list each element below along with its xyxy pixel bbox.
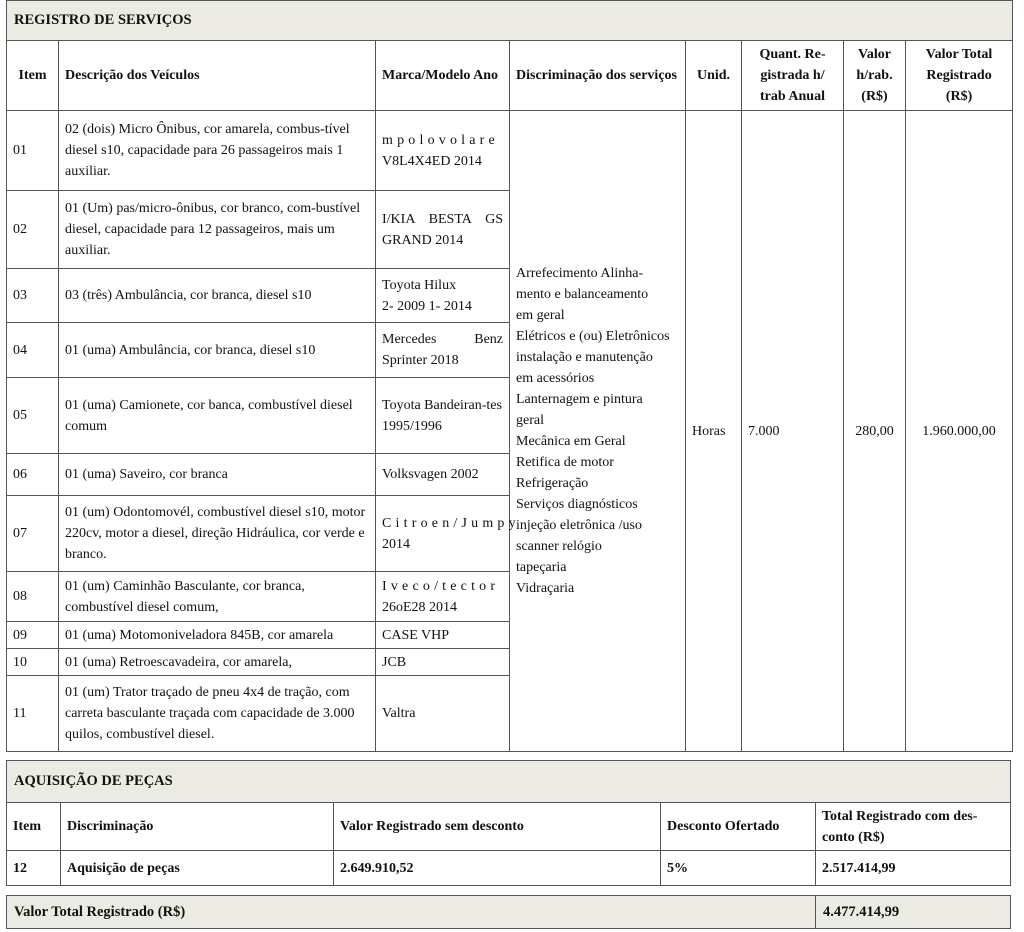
- table-row: [7, 111, 1013, 191]
- marca-cell: [376, 676, 510, 752]
- marca-cell: [376, 496, 520, 572]
- servicos-table: [6, 0, 1013, 752]
- descricao-cell: 01 (uma) Camionete, cor banca, combustível diesel comum: [59, 378, 376, 454]
- header-discriminacao: Discriminação: [61, 803, 334, 851]
- item-cell: 08: [7, 572, 59, 622]
- marca-line: Citroen/Jumpy: [382, 515, 520, 531]
- descricao-cell: 01 (uma) Retroescavadeira, cor amarela,: [59, 649, 376, 676]
- marca-cell: [376, 191, 510, 269]
- descricao-cell: 01 (Um) pas/micro-ônibus, cor branco, com-bustível diesel, capacidade para 12 passageiros, mais um auxiliar.: [59, 191, 376, 269]
- item-cell: 09: [7, 622, 59, 649]
- service-line: Arrefecimento Alinha-: [516, 266, 644, 281]
- service-line: Serviços diagnósticos: [516, 497, 638, 512]
- section-title: REGISTRO DE SERVIÇOS: [7, 1, 1013, 41]
- header-valor-sem-desconto: Valor Registrado sem desconto: [334, 803, 661, 851]
- header-quant: Quant. Re-gistrada h/ trab Anual: [742, 41, 844, 111]
- marca-line-2: 26oE28 2014: [382, 599, 458, 615]
- marca-line-2: 2014: [382, 536, 410, 552]
- item-cell: 04: [7, 323, 59, 378]
- service-line: geral: [516, 413, 544, 428]
- header-marca: Marca/Modelo Ano: [376, 41, 510, 111]
- item-cell: 03: [7, 269, 59, 323]
- header-total-com-desconto: Total Registrado com des-conto (R$): [816, 803, 1011, 851]
- section-title: AQUISIÇÃO DE PEÇAS: [7, 761, 1011, 803]
- descricao-cell: 03 (três) Ambulância, cor branca, diesel s10: [59, 269, 376, 323]
- valor-cell: 2.649.910,52: [334, 851, 661, 886]
- header-unid: Unid.: [686, 41, 742, 111]
- marca-cell: [376, 323, 510, 378]
- service-line: Lanternagem e pintura: [516, 392, 643, 407]
- desconto-cell: 5%: [661, 851, 816, 886]
- item-cell: 10: [7, 649, 59, 676]
- item-cell: 11: [7, 676, 59, 752]
- item-cell: 06: [7, 454, 59, 496]
- total-cell: 2.517.414,99: [816, 851, 1011, 886]
- marca-cell: [376, 111, 510, 191]
- service-line: scanner relógio: [516, 539, 602, 554]
- header-descricao: Descrição dos Veículos: [59, 41, 376, 111]
- marca-cell: [376, 454, 510, 496]
- service-line: instalação e manutenção: [516, 350, 653, 365]
- descricao-cell: 01 (uma) Motomoniveladora 845B, cor amarela: [59, 622, 376, 649]
- valor-total-cell: 1.960.000,00: [906, 111, 1013, 752]
- item-cell: 07: [7, 496, 59, 572]
- marca-line: Toyota Hilux: [382, 277, 457, 293]
- unid-cell: Horas: [686, 111, 742, 752]
- service-line: Vidraçaria: [516, 581, 575, 596]
- marca-line: Mercedes Benz Sprinter 2018: [382, 332, 503, 368]
- item-cell: 01: [7, 111, 59, 191]
- marca-line-2: V8L4X4ED 2014: [382, 153, 482, 169]
- marca-line: CASE VHP: [382, 627, 450, 643]
- descricao-cell: 01 (um) Caminhão Basculante, cor branca, combustível diesel comum,: [59, 572, 376, 622]
- service-line: em geral: [516, 308, 565, 323]
- descricao-cell: 01 (uma) Saveiro, cor branca: [59, 454, 376, 496]
- header-valor-h: Valor h/rab. (R$): [844, 41, 906, 111]
- service-line: tapeçaria: [516, 560, 567, 575]
- service-line: Mecânica em Geral: [516, 434, 626, 449]
- marca-cell: [376, 378, 510, 454]
- service-line: injeção eletrônica /uso: [516, 518, 642, 533]
- marca-line-2: 2- 2009 1- 2014: [382, 298, 472, 314]
- service-line: mento e balanceamento: [516, 287, 649, 302]
- marca-cell: [376, 572, 510, 622]
- service-line: Elétricos e (ou) Eletrônicos: [516, 329, 670, 344]
- header-servicos: Discriminação dos serviços: [510, 41, 686, 111]
- marca-line: I/KIA BESTA GS GRAND 2014: [382, 211, 503, 248]
- marca-line: Volksvagen 2002: [382, 467, 479, 482]
- service-line: Refrigeração: [516, 476, 589, 491]
- marca-line: Toyota Bandeiran-tes: [382, 397, 502, 413]
- pecas-table: [6, 760, 1011, 886]
- header-item: Item: [7, 803, 61, 851]
- servicos-cell: [510, 111, 686, 752]
- header-item: Item: [7, 41, 59, 111]
- marca-cell: [376, 269, 510, 323]
- marca-cell: [376, 649, 510, 676]
- marca-line-2: 1995/1996: [382, 418, 442, 434]
- descricao-cell: 01 (um) Trator traçado de pneu 4x4 de tração, com carreta basculante traçada com capacidade de 3.000 quilos, combustível diesel.: [59, 676, 376, 752]
- marca-line: JCB: [382, 654, 407, 670]
- item-cell: 02: [7, 191, 59, 269]
- quant-cell: 7.000: [742, 111, 844, 752]
- discriminacao-cell: Aquisição de peças: [61, 851, 334, 886]
- total-label: Valor Total Registrado (R$): [7, 896, 816, 929]
- service-line: Retifica de motor: [516, 455, 614, 470]
- total-table: [6, 895, 1011, 929]
- marca-cell: [376, 622, 510, 649]
- item-cell: 05: [7, 378, 59, 454]
- header-desconto: Desconto Ofertado: [661, 803, 816, 851]
- service-line: em acessórios: [516, 371, 595, 386]
- marca-line: Iveco/tector: [382, 578, 500, 594]
- valor-h-cell: 280,00: [844, 111, 906, 752]
- descricao-cell: 01 (um) Odontomovél, combustível diesel s10, motor 220cv, motor a diesel, direção Hidráulica, cor verde e branco.: [59, 496, 376, 572]
- total-value: 4.477.414,99: [816, 896, 1011, 929]
- table-row: [7, 851, 1011, 886]
- item-cell: 12: [7, 851, 61, 886]
- marca-line: mpolovolare: [382, 132, 499, 148]
- descricao-cell: 02 (dois) Micro Ônibus, cor amarela, combus-tível diesel s10, capacidade para 26 passageiros mais 1 auxiliar.: [59, 111, 376, 191]
- descricao-cell: 01 (uma) Ambulância, cor branca, diesel s10: [59, 323, 376, 378]
- marca-line: Valtra: [382, 706, 416, 721]
- header-valor-total: Valor Total Registrado (R$): [906, 41, 1013, 111]
